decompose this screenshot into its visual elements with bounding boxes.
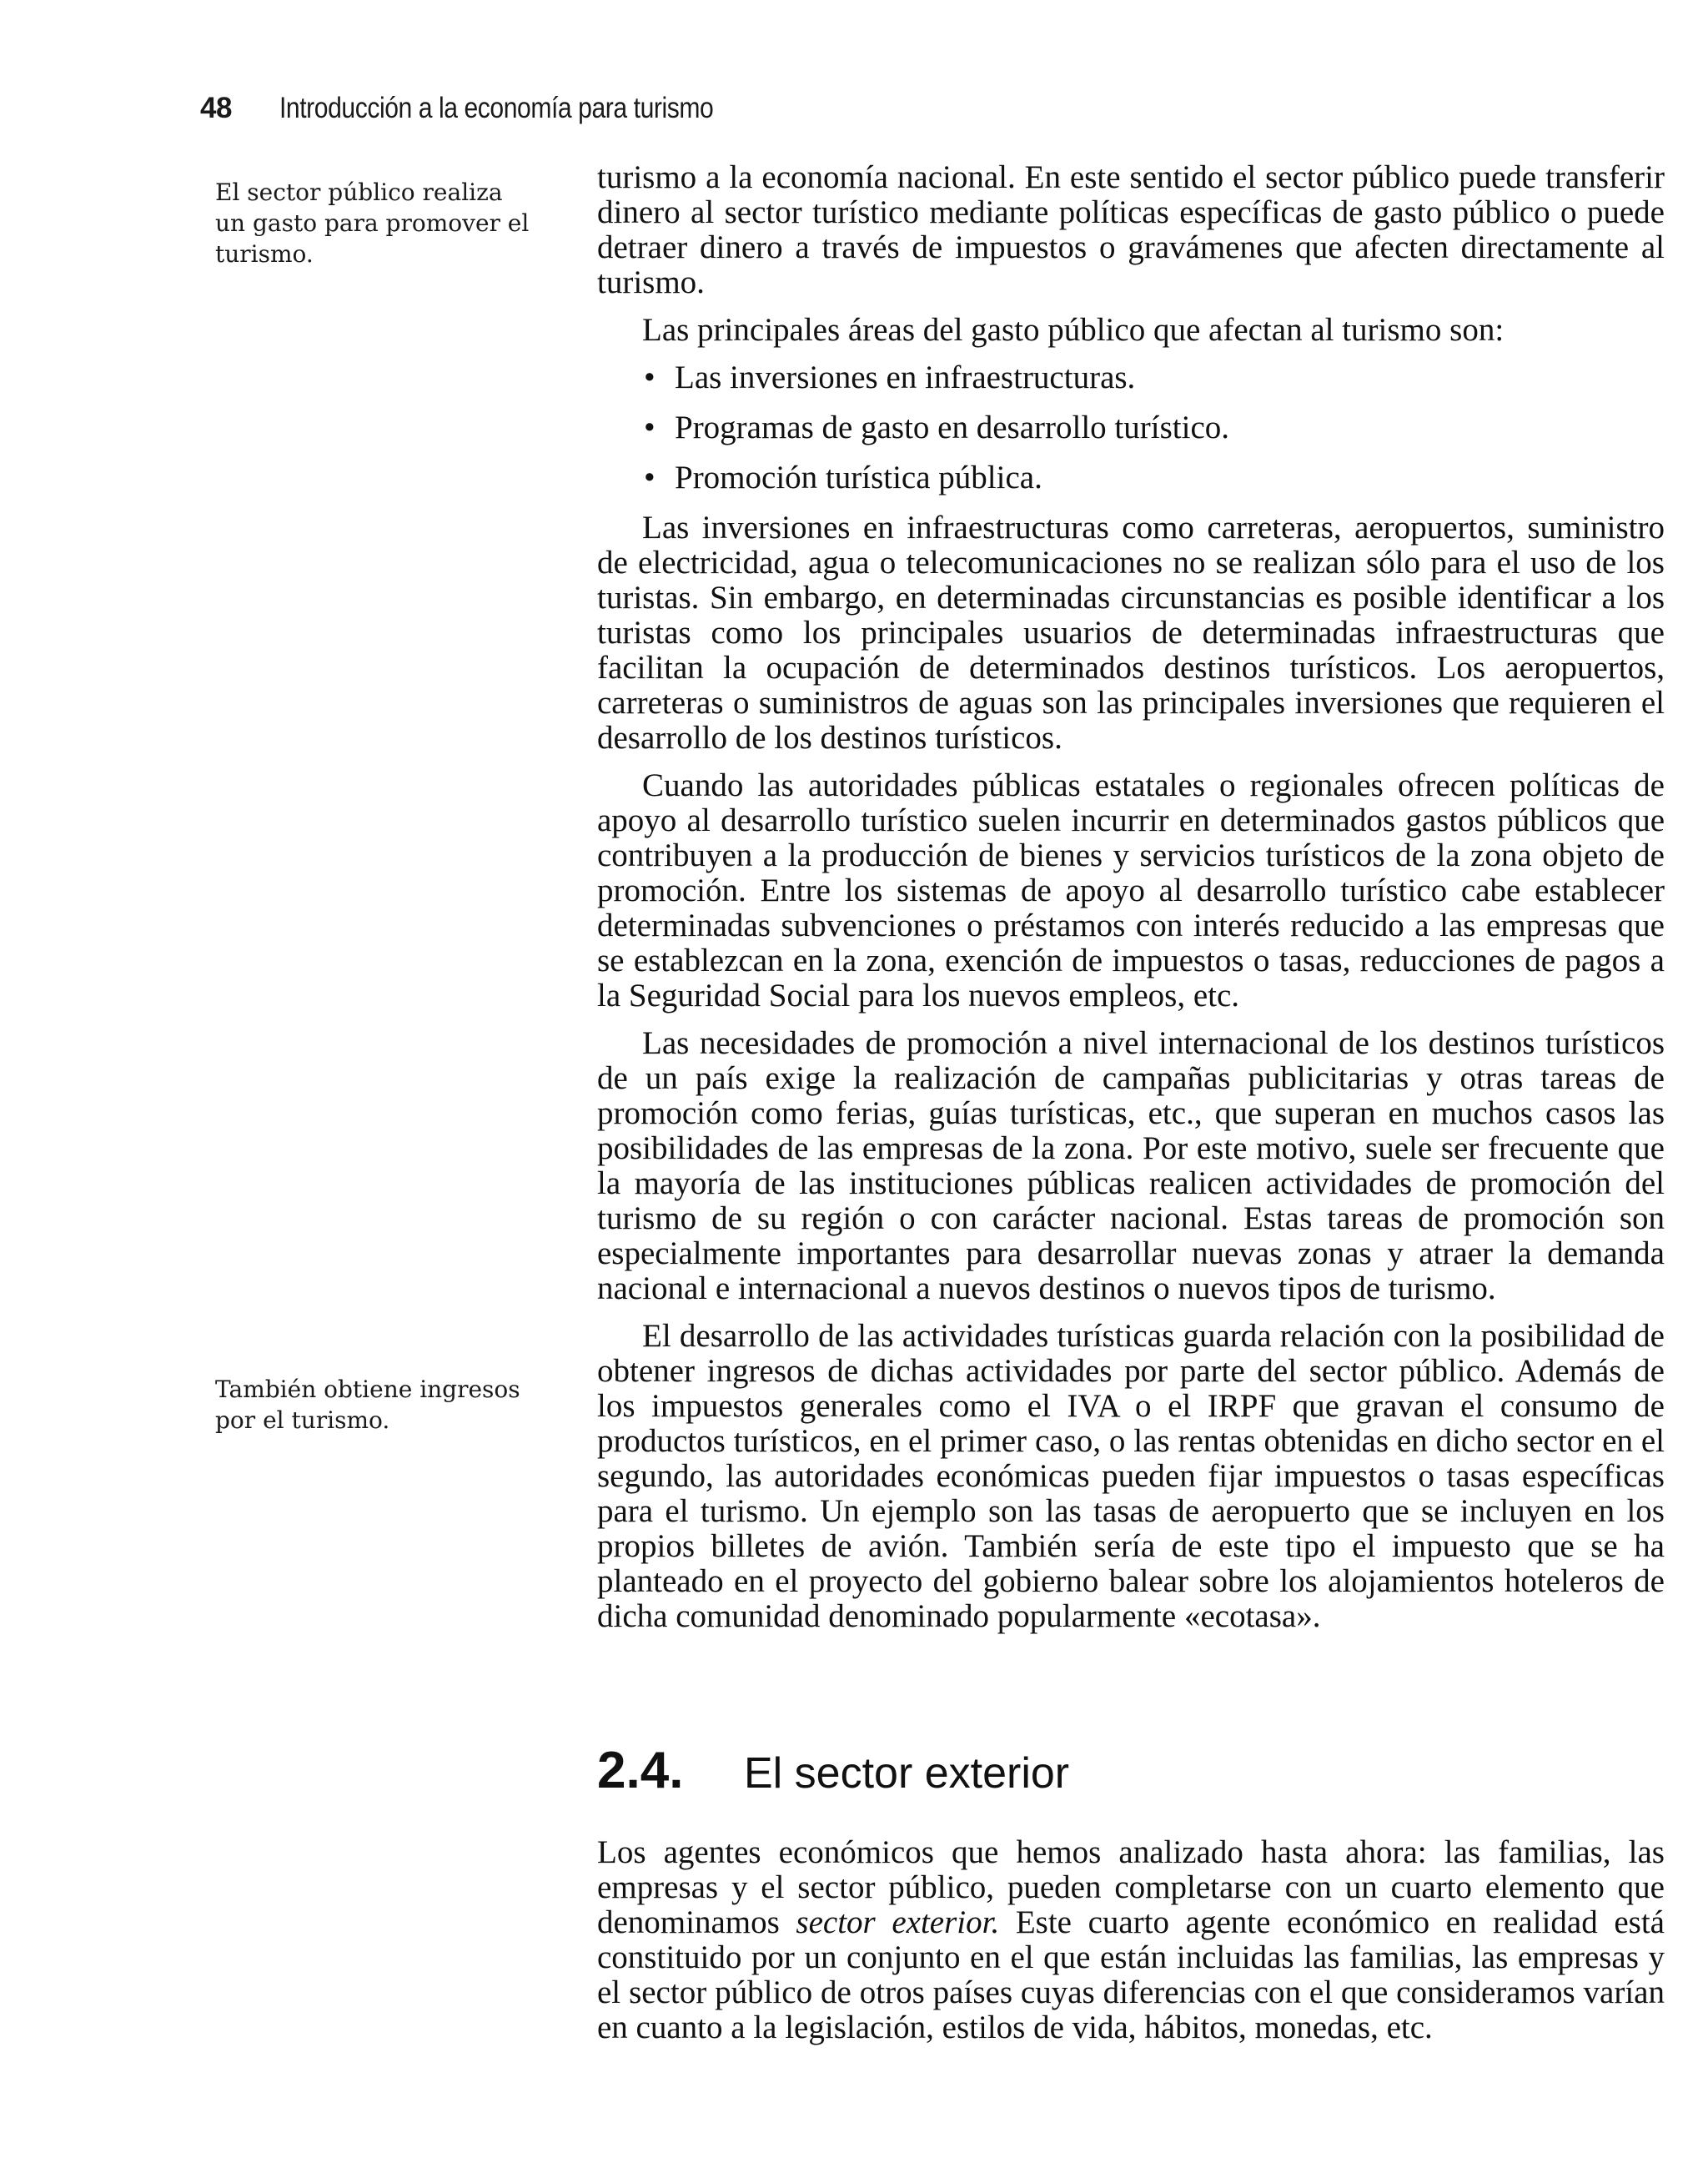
paragraph-sector-exterior — [597, 1835, 1665, 2045]
section-heading — [597, 1741, 1069, 1800]
emphasis-term: sector exterior. — [796, 1904, 1000, 1940]
list-item: • Programas de gasto en desarrollo turístico. — [597, 410, 1665, 445]
margin-note-gasto: El sector público realiza un gasto para promover el turismo. — [215, 179, 530, 268]
paragraph-desarrollo: Cuando las autoridades públicas estatales o regionales ofrecen políticas de apoyo al desarrollo turístico suelen incurrir en determinados gastos públicos que contribuyen a la producción de bienes y servicios turísticos de la zona objeto de promoción. Entre los sistemas de apoyo al desarrollo turístico cabe establecer determinadas subvenciones o préstamos con interés reducido a las empresas que se establezcan en la zona, exención de impuestos o tasas, reducciones de pagos a la Seguridad Social para los nuevos empleos, etc. — [597, 767, 1665, 1014]
page-header — [200, 92, 784, 125]
section-number: 2.4. — [597, 1742, 684, 1799]
section-body — [597, 1835, 1665, 2058]
section-title: El sector exterior — [744, 1749, 1070, 1798]
list-item: • Las inversiones en infraestructuras. — [597, 360, 1665, 395]
list-item: • Promoción turística pública. — [597, 460, 1665, 495]
text-segment: Este cuarto agente económico en realidad está constituido por un conjunto en el que están incluidas las familias, las empresas y el sector público de otros países cuyas diferencias con el que consideramos varían en cuanto a la legislación, estilos de vida, hábitos, monedas, etc. — [597, 1904, 1665, 2045]
bullet-list — [597, 360, 1665, 495]
paragraph-intro: turismo a la economía nacional. En este sentido el sector público puede transferir dinero al sector turístico mediante políticas específicas de gasto público o puede detraer dinero a través de impuestos o gravámenes que afecten directamente al turismo. — [597, 159, 1665, 300]
margin-note-ingresos: También obtiene ingresos por el turismo. — [215, 1376, 520, 1434]
text-segment: Los agentes económicos que hemos analizado hasta ahora: las familias, las empresas y el sector público, pueden completarse con un cuarto elemento que denominamos — [597, 1834, 1665, 1940]
main-column — [597, 160, 1665, 1647]
paragraph-infraestructuras: Las inversiones en infraestructuras como carreteras, aeropuertos, suministro de electricidad, agua o telecomunicaciones no se realizan sólo para el uso de los turistas. Sin embargo, en determinadas circunstancias es posible identificar a los turistas como los principales usuarios de determinadas infraestructuras que facilitan la ocupación de determinados destinos turísticos. Los aeropuertos, carreteras o suministros de aguas son las principales inversiones que requieren el desarrollo de los destinos turísticos. — [597, 510, 1665, 756]
running-title: Introducción a la economía para turismo — [279, 92, 714, 124]
paragraph-promocion: Las necesidades de promoción a nivel internacional de los destinos turísticos de un país exige la realización de campañas publicitarias y otras tareas de promoción como ferias, guías turísticas, etc., que superan en muchos casos las posibilidades de las empresas de la zona. Por este motivo, suele ser frecuente que la mayoría de las instituciones públicas realicen actividades de promoción del turismo de su región o con carácter nacional. Estas tareas de promoción son especialmente importantes para desarrollar nuevas zonas y atraer la demanda nacional e internacional a nuevos destinos o nuevos tipos de turismo. — [597, 1025, 1665, 1306]
paragraph-ingresos: El desarrollo de las actividades turísticas guarda relación con la posibilidad de obtener ingresos de dichas actividades por parte del sector público. Además de los impuestos generales como el IVA o el IRPF que gravan el consumo de productos turísticos, en el primer caso, o las rentas obtenidas en dicho sector en el segundo, las autoridades económicas pueden fijar impuestos o tasas específicas para el turismo. Un ejemplo son las tasas de aeropuerto que se incluyen en los propios billetes de avión. También sería de este tipo el impuesto que se ha planteado en el proyecto del gobierno balear sobre los alojamientos hoteleros de dicha comunidad denominado popularmente «ecotasa». — [597, 1318, 1665, 1634]
paragraph-areas: Las principales áreas del gasto público que afectan al turismo son: — [642, 312, 1505, 348]
page-number: 48 — [200, 92, 232, 124]
